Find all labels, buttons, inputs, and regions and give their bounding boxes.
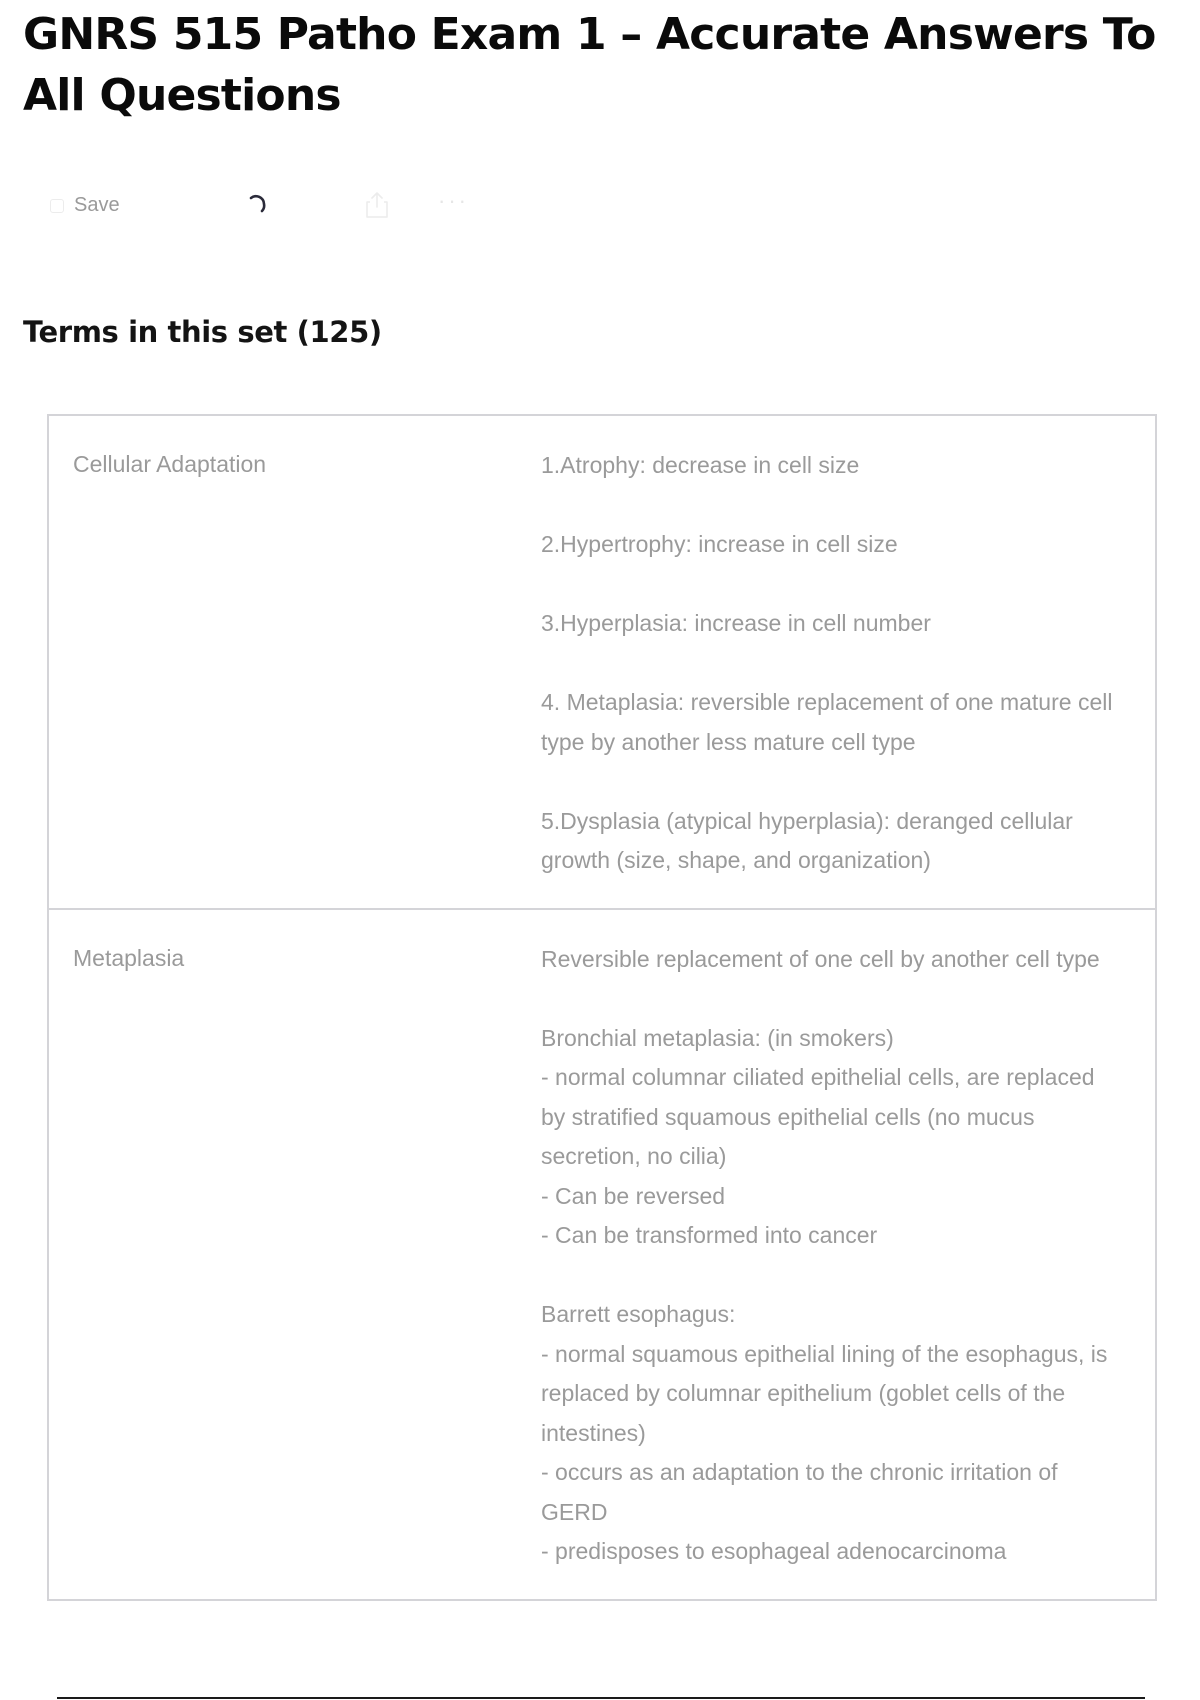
terms-count-heading: Terms in this set (125) bbox=[23, 315, 382, 349]
save-button[interactable] bbox=[50, 194, 120, 217]
spinner-icon bbox=[245, 192, 271, 218]
checkbox-icon bbox=[50, 199, 64, 213]
toolbar bbox=[50, 186, 510, 226]
share-icon[interactable] bbox=[364, 190, 390, 220]
more-icon[interactable]: ··· bbox=[438, 188, 469, 213]
term-definition: 1.Atrophy: decrease in cell size 2.Hypertrophy: increase in cell size 3.Hyperplasia: increase in cell number 4. Metaplasia: reversible replacement of one mature cell type by another less mature cell type 5.Dysplasia (atypical hyperplasia): deranged cellular growth (size, shape, and organization) bbox=[541, 452, 1113, 873]
term-card bbox=[47, 908, 1157, 1601]
terms-list bbox=[47, 414, 1157, 1601]
page-title: GNRS 515 Patho Exam 1 – Accurate Answers To All Questions bbox=[23, 9, 1156, 121]
term-word: Cellular Adaptation bbox=[73, 451, 267, 477]
save-label: Save bbox=[74, 194, 120, 216]
term-card bbox=[47, 414, 1157, 910]
term-definition: Reversible replacement of one cell by another cell type Bronchial metaplasia: (in smokers) - normal columnar ciliated epithelial cells, are replaced by stratified squamous epithelial cells (no mucus secretion, no cilia) - Can be reversed - Can be transformed into cancer Barrett esophagus: - normal squamous epithelial lining of the esophagus, is replaced by columnar epithelium (goblet cells of the intestines) - occurs as an adaptation to the chronic irritation of GERD - predisposes to esophageal adenocarcinoma bbox=[541, 945, 1108, 1564]
term-word: Metaplasia bbox=[73, 944, 185, 971]
footer-divider bbox=[57, 1697, 1145, 1699]
